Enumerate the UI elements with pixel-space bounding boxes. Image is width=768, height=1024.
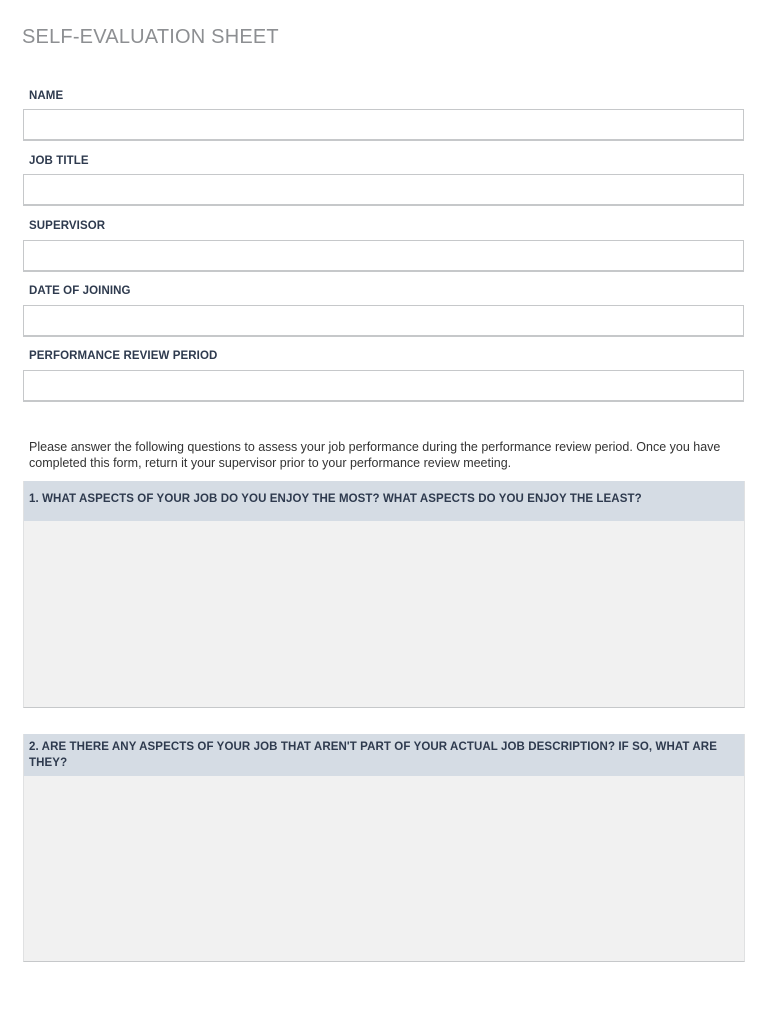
question-2-answer-area[interactable] (24, 776, 744, 961)
question-1-block (23, 481, 745, 708)
supervisor-label: SUPERVISOR (29, 220, 106, 232)
performance-review-period-field[interactable] (23, 370, 744, 402)
supervisor-field[interactable] (23, 240, 744, 272)
question-2-header: 2. ARE THERE ANY ASPECTS OF YOUR JOB THAT AREN'T PART OF YOUR ACTUAL JOB DESCRIPTION? IF SO, WHAT ARE THEY? (24, 734, 744, 776)
date-of-joining-field[interactable] (23, 305, 744, 337)
question-1-answer-area[interactable] (24, 521, 744, 707)
question-2-block (23, 734, 745, 962)
job-title-label: JOB TITLE (29, 155, 89, 167)
date-of-joining-label: DATE OF JOINING (29, 285, 131, 297)
page-title: SELF-EVALUATION SHEET (22, 26, 279, 48)
question-1-header: 1. WHAT ASPECTS OF YOUR JOB DO YOU ENJOY THE MOST? WHAT ASPECTS DO YOU ENJOY THE LEAST? (24, 481, 744, 521)
job-title-field[interactable] (23, 174, 744, 206)
instructions-text: Please answer the following questions to assess your job performance during the performance review period. Once you have completed this form, return it your supervisor prior to your performance review meeting. (29, 440, 721, 470)
name-label: NAME (29, 90, 64, 102)
name-field[interactable] (23, 109, 744, 141)
performance-review-period-label: PERFORMANCE REVIEW PERIOD (29, 350, 218, 362)
